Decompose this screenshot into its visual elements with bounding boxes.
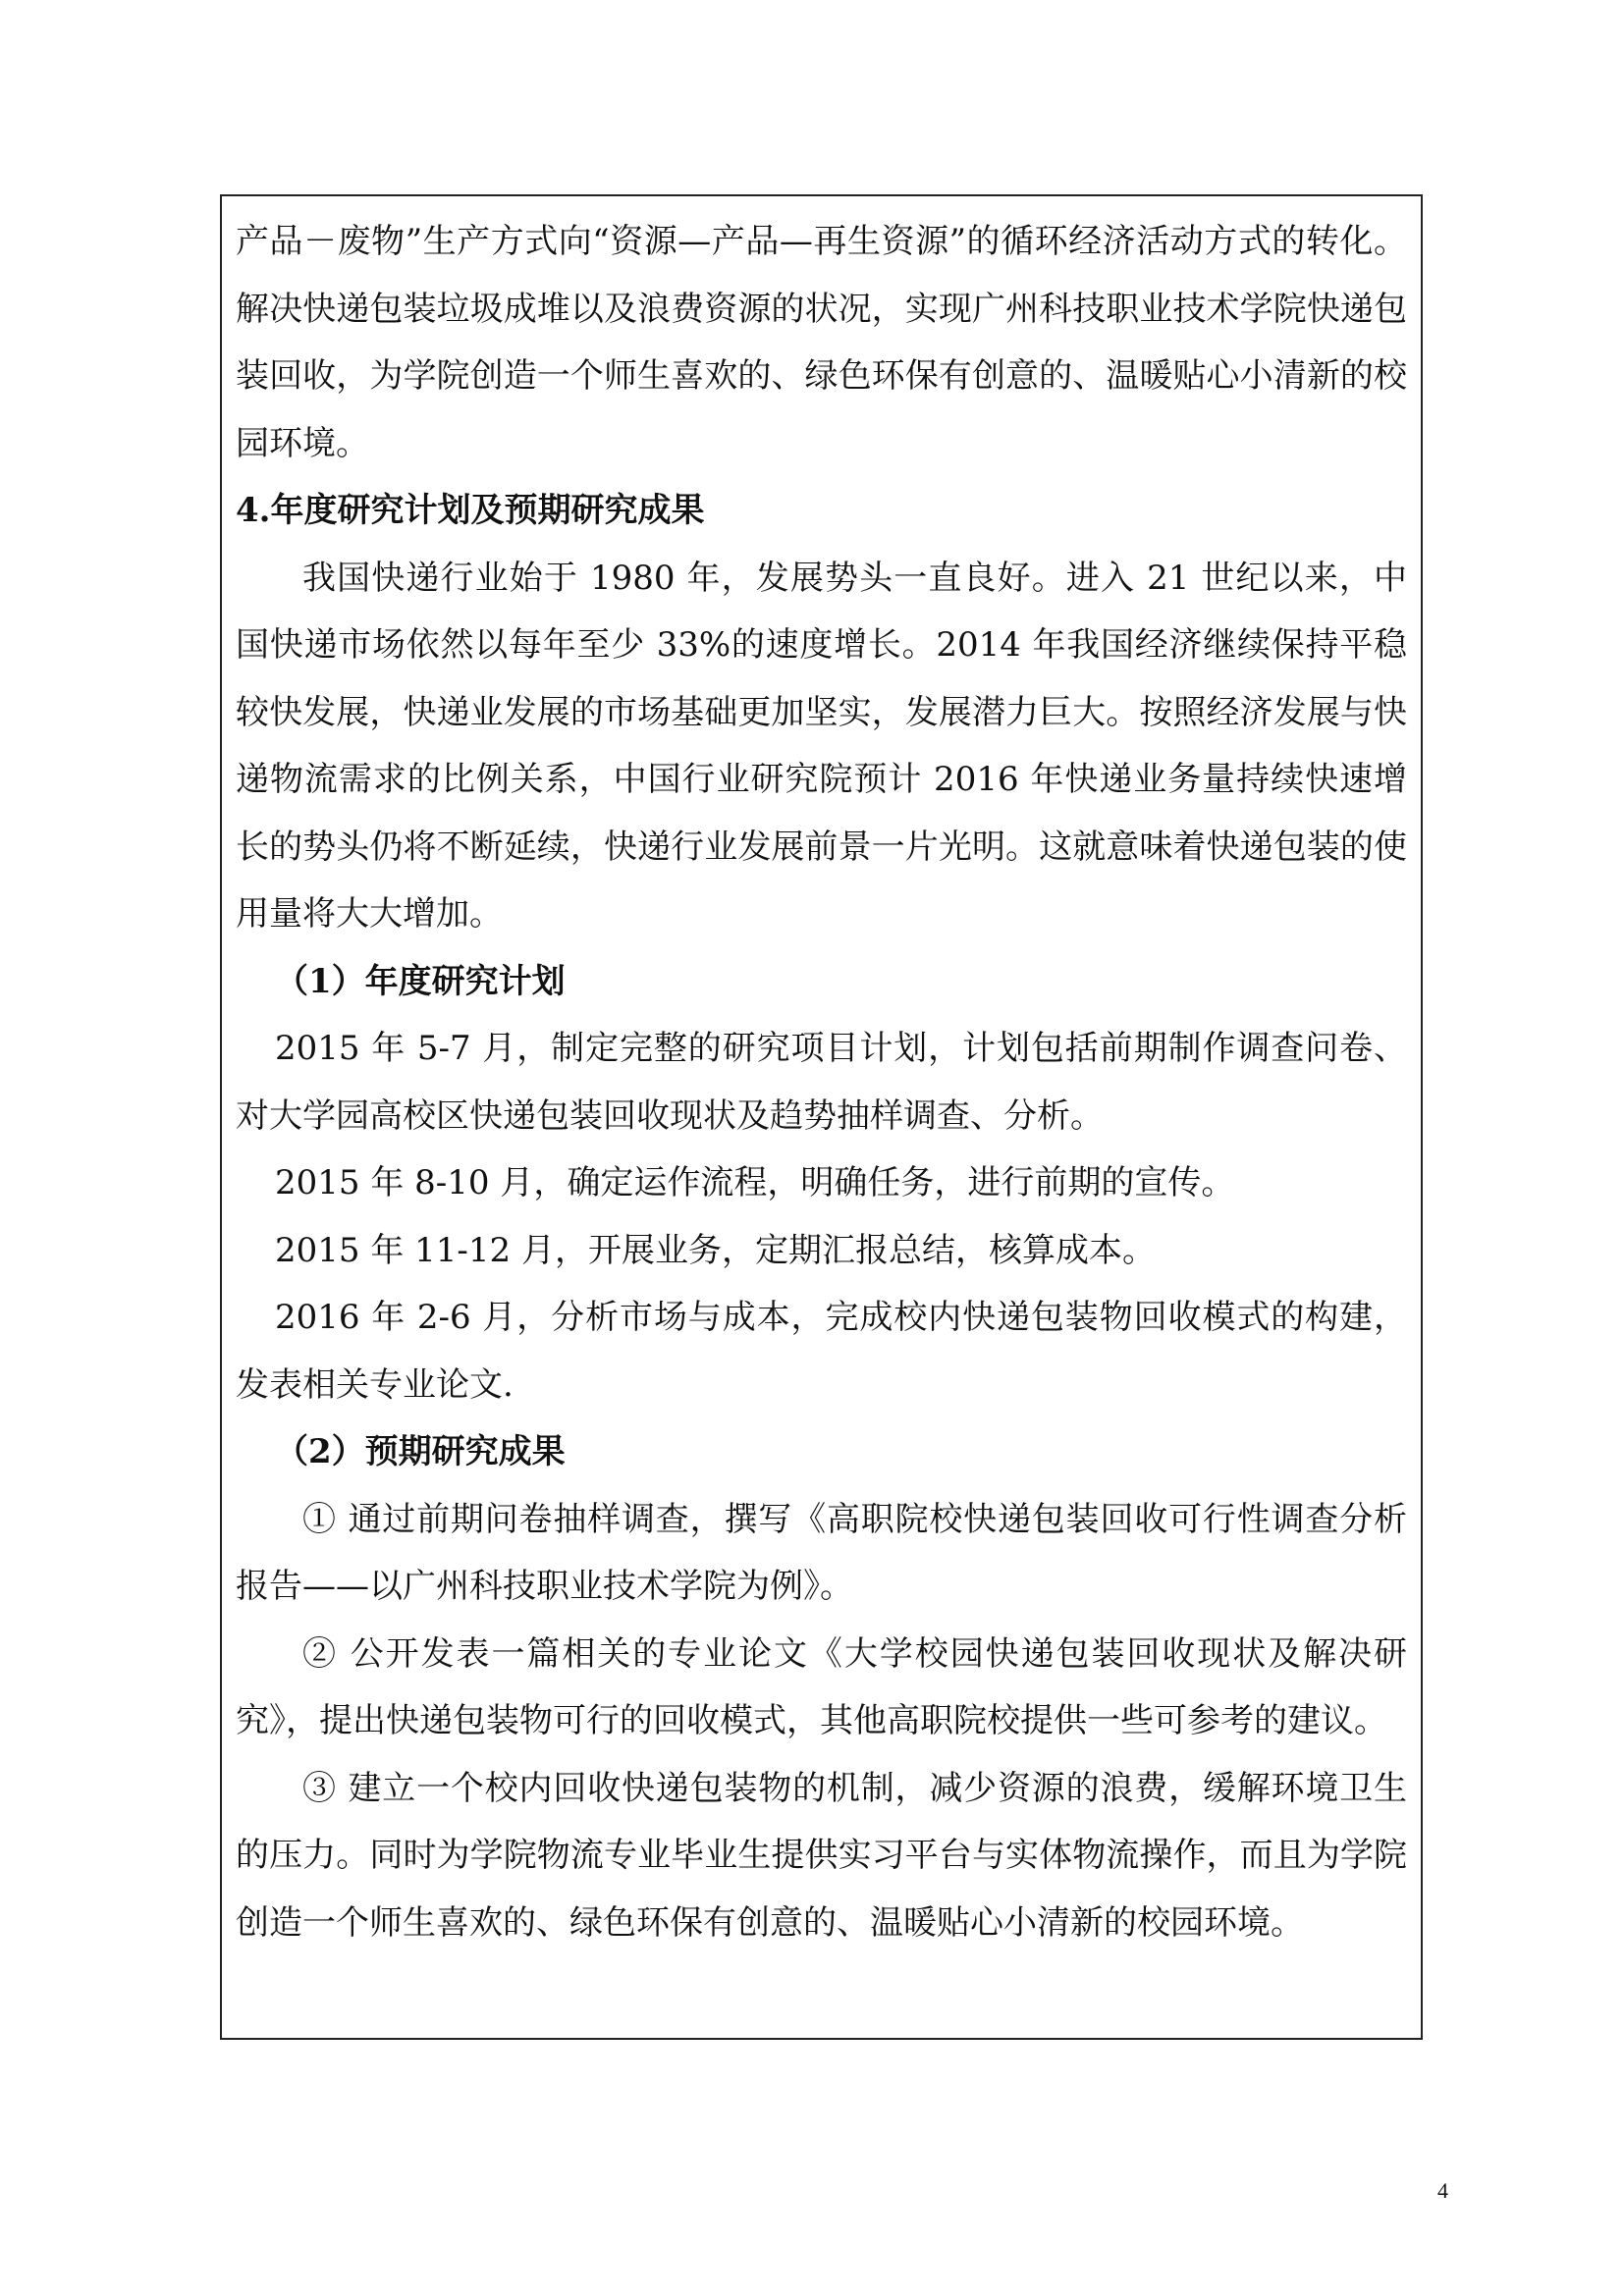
plan-item-2: 2015 年 8-10 月，确定运作流程，明确任务，进行前期的宣传。: [275, 1163, 1235, 1202]
document-body: [236, 208, 1407, 1956]
continued-paragraph: 产品－废物”生产方式向“资源—产品—再生资源”的循环经济活动方式的转化。解决快递包装垃圾成堆以及浪费资源的状况，实现广州科技职业技术学院快递包装回收，为学院创造一个师生喜欢的、绿色环保有创意的、温暖贴心小清新的校园环境。: [236, 222, 1407, 463]
plan-item-1: 2015 年 5-7 月，制定完整的研究项目计划，计划包括前期制作调查问卷、对大学园高校区快递包装回收现状及趋势抽样调查、分析。: [236, 1029, 1407, 1136]
plan-item-4: 2016 年 2-6 月，分析市场与成本，完成校内快递包装物回收模式的构建，发表相关专业论文.: [236, 1298, 1407, 1405]
subheading-expected-results: （2）预期研究成果: [275, 1432, 566, 1471]
page-number: 4: [1437, 2178, 1448, 2203]
content-frame: [220, 194, 1423, 2040]
result-item-1: ① 通过前期问卷抽样调查，撰写《高职院校快递包装回收可行性调查分析报告——以广州科技职业技术学院为例》。: [236, 1499, 1407, 1606]
intro-paragraph: 我国快递行业始于 1980 年，发展势头一直良好。进入 21 世纪以来，中国快递市场依然以每年至少 33%的速度增长。2014 年我国经济继续保持平稳较快发展，快递业发展的市场基础更加坚实，发展潜力巨大。按照经济发展与快递物流需求的比例关系，中国行业研究院预计 2016 年快递业务量持续快速增长的势头仍将不断延续，快递行业发展前景一片光明。这就意味着快递包装的使用量将大大增加。: [236, 558, 1407, 934]
result-item-3: ③ 建立一个校内回收快递包装物的机制，减少资源的浪费，缓解环境卫生的压力。同时为学院物流专业毕业生提供实习平台与实体物流操作，而且为学院创造一个师生喜欢的、绿色环保有创意的、温暖贴心小清新的校园环境。: [236, 1768, 1407, 1943]
subheading-annual-plan: （1）年度研究计划: [275, 961, 566, 1001]
plan-item-3: 2015 年 11-12 月，开展业务，定期汇报总结，核算成本。: [275, 1230, 1156, 1270]
result-item-2: ② 公开发表一篇相关的专业论文《大学校园快递包装回收现状及解决研究》，提出快递包装物可行的回收模式，其他高职院校提供一些可参考的建议。: [236, 1633, 1407, 1740]
section-heading: 4.年度研究计划及预期研究成果: [236, 491, 705, 530]
